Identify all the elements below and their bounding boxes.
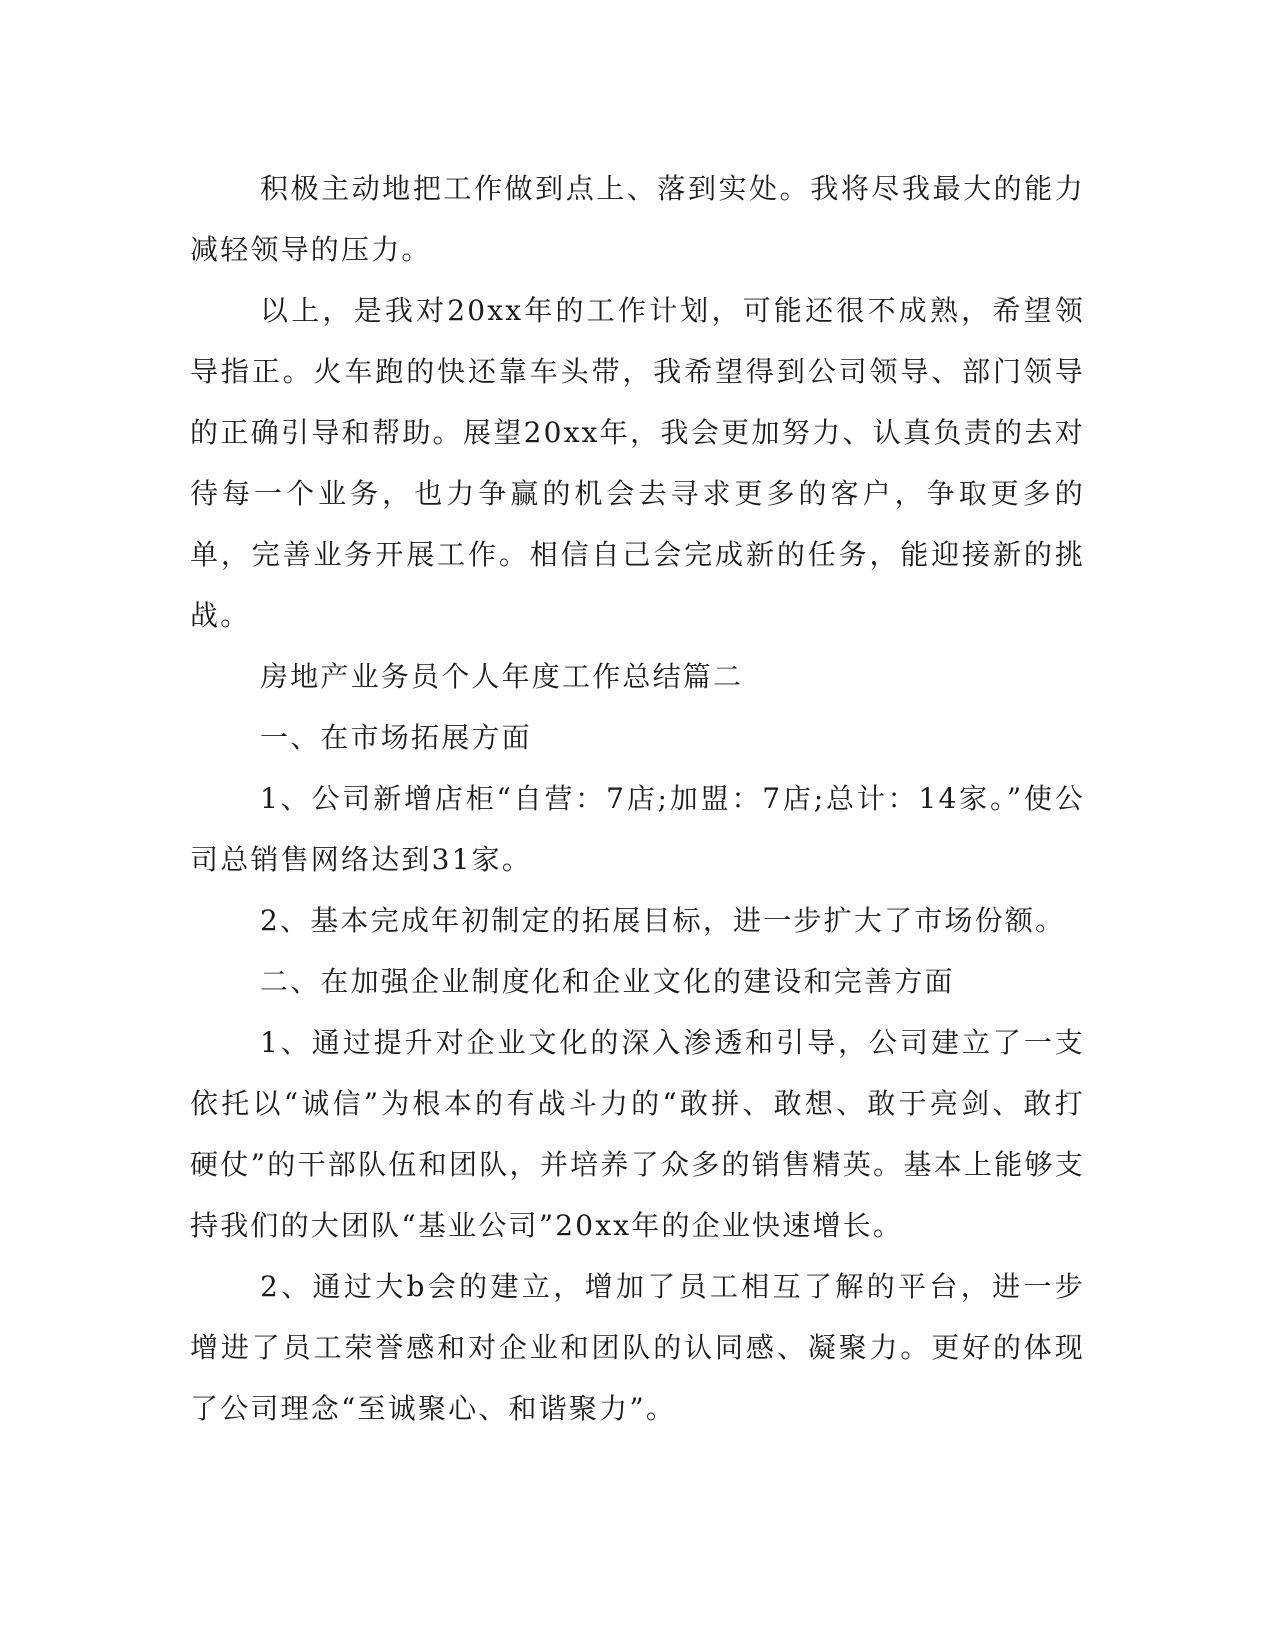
heading-corporate-culture: 二、在加强企业制度化和企业文化的建设和完善方面 [260,965,955,998]
paragraph-plan-summary: 以上，是我对20xx年的工作计划，可能还很不成熟，希望领导指正。火车跑的快还靠车头带，我希望得到公司领导、部门领导的正确引导和帮助。展望20xx年，我会更加努力、认真负责的去对待每一个业务，也力争赢的机会去寻求更多的客户，争取更多的单，完善业务开展工作。相信自己会完成新的任务，能迎接新的挑战。 [190,294,1085,632]
paragraph-new-stores: 1、公司新增店柜“自营：7店;加盟：7店;总计：14家。”使公司总销售网络达到31家。 [190,782,1085,876]
section-title: 房地产业务员个人年度工作总结篇二 [260,660,744,693]
paragraph-continuation: 积极主动地把工作做到点上、落到实处。我将尽我最大的能力减轻领导的压力。 [190,172,1085,266]
heading-market-expansion: 一、在市场拓展方面 [260,721,532,754]
document-body [190,158,1085,1439]
paragraph-staff-platform: 2、通过大b会的建立，增加了员工相互了解的平台，进一步增进了员工荣誉感和对企业和团队的认同感、凝聚力。更好的体现了公司理念“至诚聚心、和谐聚力”。 [190,1270,1085,1425]
paragraph-culture-team: 1、通过提升对企业文化的深入渗透和引导，公司建立了一支依托以“诚信”为根本的有战斗力的“敢拼、敢想、敢于亮剑、敢打硬仗”的干部队伍和团队，并培养了众多的销售精英。基本上能够支持我们的大团队“基业公司”20xx年的企业快速增长。 [190,1026,1085,1242]
paragraph-expansion-goal: 2、基本完成年初制定的拓展目标，进一步扩大了市场份额。 [260,904,1066,937]
